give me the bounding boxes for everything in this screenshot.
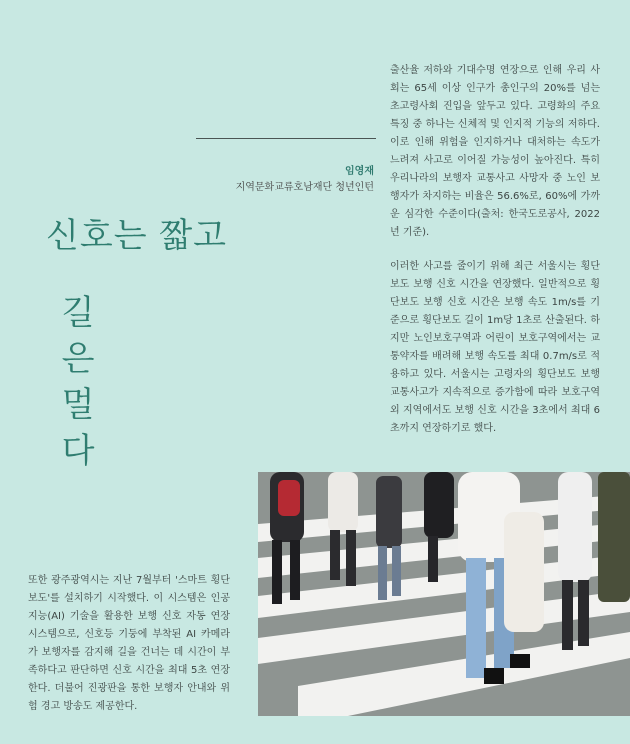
body-paragraph: 이러한 사고를 줄이기 위해 최근 서울시는 횡단보도 보행 신호 시간을 연장했다. 일반적으로 횡단보도 보행 신호 시간은 보행 속도 1m/s를 기준으로 횡단보도 길이 1m당 1초로 산출된다. 하지만 노인보호구역과 어린이 보호구역에서는 교통약자를 배려해 보행 속도를 최대 0.7m/s로 적용하고 있다. 서울시는 고령자의 횡단보도 보행 교통사고가 지속적으로 증가함에 따라 보호구역 외 지역에서도 보행 신호 시간을 3초에서 최대 6초까지 연장하기로 했다.	[390, 261, 600, 434]
title-char: 은	[61, 339, 95, 379]
body-column-left	[28, 572, 230, 716]
title-char: 다	[61, 431, 95, 471]
title-char: 길	[61, 293, 95, 333]
author-block	[236, 164, 374, 196]
article-title-line2	[58, 290, 98, 474]
article-title-line1: 신호는 짧고	[46, 216, 228, 256]
body-column-right	[390, 62, 600, 454]
crosswalk-photo-image	[258, 472, 630, 716]
crosswalk-photo	[258, 472, 630, 716]
author-org: 지역문화교류호남재단 청년인턴	[235, 182, 374, 193]
body-paragraph: 출산율 저하와 기대수명 연장으로 인해 우리 사회는 65세 이상 인구가 총인구의 20%를 넘는 초고령사회 진입을 앞두고 있다. 고령화의 주요 특징 중 하나는 신체적 및 인지적 기능의 저하다. 이로 인해 위험을 인지하거나 대처하는 속도가 느려져 사고로 이어질 가능성이 높아진다. 특히 우리나라의 보행자 교통사고 사망자 중 노인 보행자가 차지하는 비율은 56.6%로, 60%에 가까운 심각한 수준이다(출처: 한국도로공사, 2022년 기준).	[390, 65, 600, 238]
title-char: 멀	[61, 385, 95, 425]
divider-rule	[196, 138, 376, 139]
author-name: 임영재	[345, 166, 374, 177]
body-paragraph: 또한 광주광역시는 지난 7월부터 '스마트 횡단보도'를 설치하기 시작했다. 이 시스템은 인공지능(AI) 기술을 활용한 보행 신호 자동 연장 시스템으로, 신호등 기둥에 부착된 AI 카메라가 보행자를 감지해 길을 건너는 데 시간이 부족하다고 판단하면 신호 시간을 최대 5초 연장한다. 더불어 진광판을 통한 보행자 안내와 위험 경고 방송도 제공한다.	[28, 575, 230, 712]
